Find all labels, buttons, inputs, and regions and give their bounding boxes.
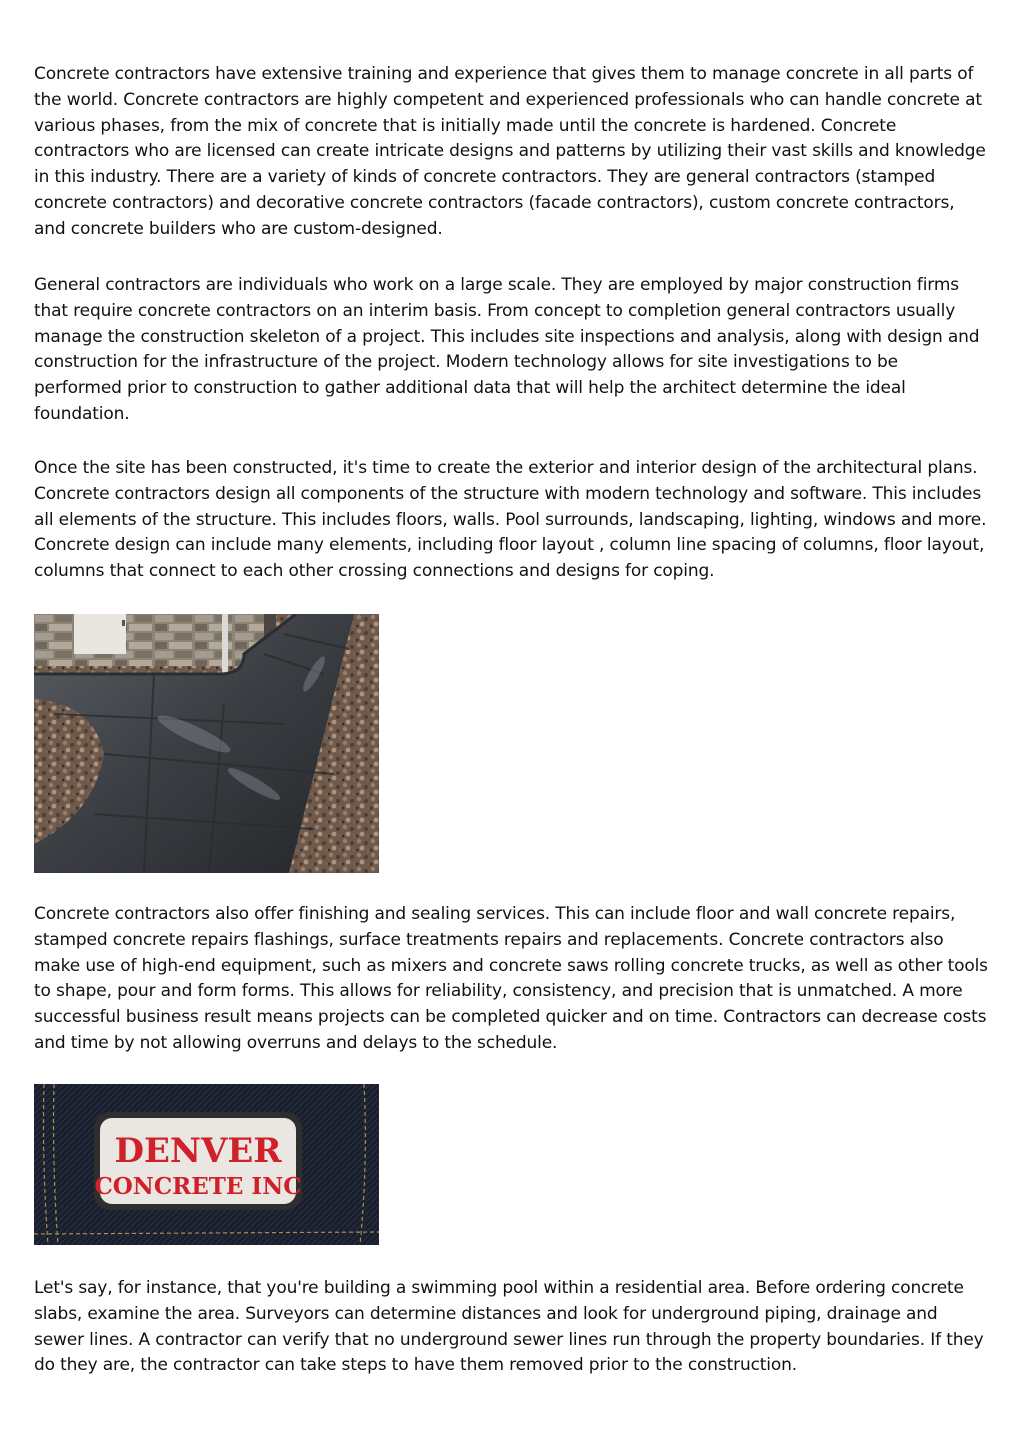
paragraph-4: Concrete contractors also offer finishing and sealing services. This can include floor and wall concrete repairs, stamped concrete repairs flashings, surface treatments repairs and replacements. Concrete contractors also make use of high-end equipment, such as mixers and concrete saws rolling concrete trucks, as well as other tools to shape, pour and form forms. This allows for reliability, consistency, and precision that is unmatched. A more successful business result means projects can be completed quicker and on time. Contractors can decrease costs and time by not allowing overruns and delays to the schedule. xyxy=(34,904,988,1053)
paragraph-3: Once the site has been constructed, it's time to create the exterior and interior design of the architectural plans. Concrete contractors design all components of the structure with modern technology and software. This includes all elements of the structure. This includes floors, walls. Pool surrounds, landscaping, lighting, windows and more. Concrete design can include many elements, including floor layout , column line spacing of columns, floor layout, columns that connect to each other crossing connections and designs for coping. xyxy=(34,458,987,582)
patch-line-1: DENVER xyxy=(114,1131,282,1171)
embroidered-patch-photo xyxy=(34,1084,379,1245)
paragraph-5: Let's say, for instance, that you're building a swimming pool within a residential area. Before ordering concrete slabs, examine the area. Surveyors can determine distances and look for underground piping, drainage and sewer lines. A contractor can verify that no underground sewer lines run through the property boundaries. If they do they are, the contractor can take steps to have them removed prior to the construction. xyxy=(34,1278,984,1376)
paragraph-2: General contractors are individuals who work on a large scale. They are employed by major construction firms that require concrete contractors on an interim basis. From concept to completion general contractors usually manage the construction skeleton of a project. This includes site inspections and analysis, along with design and construction for the infrastructure of the project. Modern technology allows for site investigations to be performed prior to construction to gather additional data that will help the architect determine the ideal foundation. xyxy=(34,275,980,424)
stamped-concrete-walkway-photo xyxy=(34,614,379,873)
patch-line-2: CONCRETE INC xyxy=(94,1173,302,1200)
paragraph-1: Concrete contractors have extensive training and experience that gives them to manage concrete in all parts of the world. Concrete contractors are highly competent and experienced professionals who can handle concrete at various phases, from the mix of concrete that is initially made until the concrete is hardened. Concrete contractors who are licensed can create intricate designs and patterns by utilizing their vast skills and knowledge in this industry. There are a variety of kinds of concrete contractors. They are general contractors (stamped concrete contractors) and decorative concrete contractors (facade contractors), custom concrete contractors, and concrete builders who are custom-designed. xyxy=(34,64,986,239)
